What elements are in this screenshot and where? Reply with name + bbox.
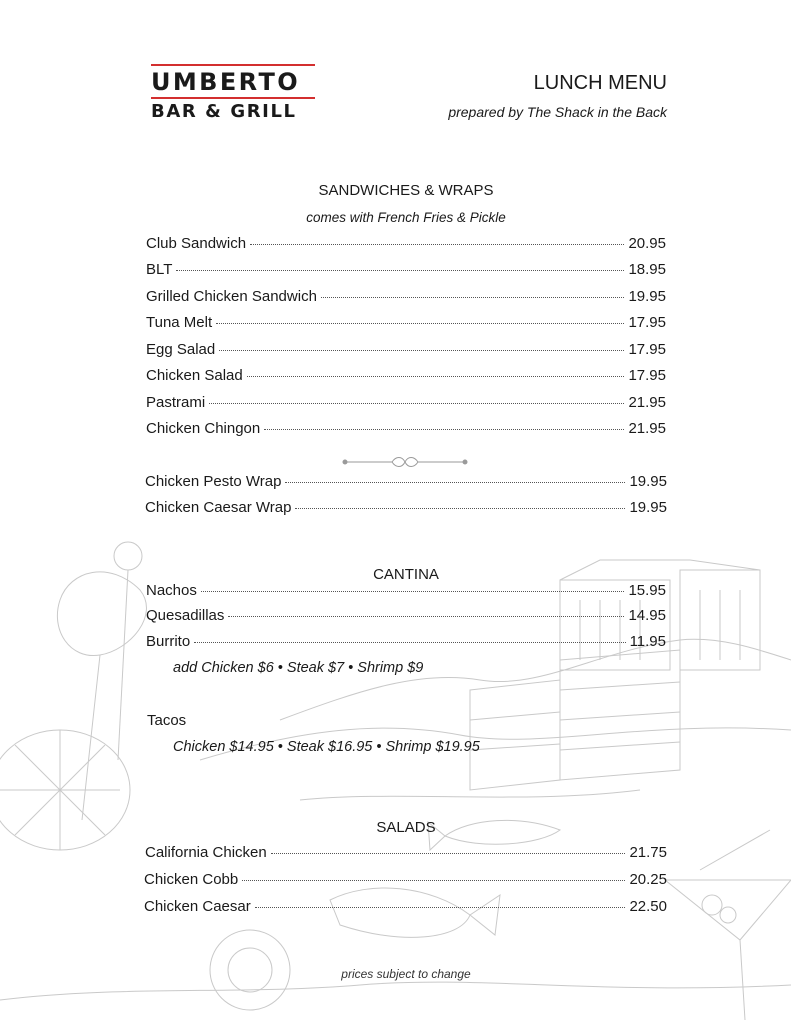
item-name: California Chicken [145, 844, 267, 861]
leader-dots [242, 880, 625, 881]
menu-subtitle: prepared by The Shack in the Back [448, 104, 667, 120]
item-name: Chicken Pesto Wrap [145, 473, 282, 490]
section-title-salads: SALADS [376, 819, 436, 836]
logo-top-rule [151, 64, 315, 66]
menu-item [145, 844, 667, 866]
leader-dots [285, 482, 625, 483]
menu-item [146, 367, 666, 389]
section-title-cantina: CANTINA [373, 566, 439, 583]
item-name: Burrito [146, 633, 191, 650]
menu-item [145, 473, 667, 495]
item-name: Club Sandwich [146, 235, 247, 252]
item-name: Grilled Chicken Sandwich [146, 288, 317, 305]
item-price: 17.95 [628, 367, 666, 384]
item-price: 21.95 [628, 420, 666, 437]
item-name: Quesadillas [146, 607, 225, 624]
item-name: Egg Salad [146, 341, 216, 358]
menu-item [146, 235, 666, 257]
menu-item [146, 582, 666, 604]
leader-dots [201, 591, 625, 592]
leader-dots [255, 907, 626, 908]
tacos-label: Tacos [147, 712, 187, 729]
restaurant-logo [151, 64, 315, 123]
item-name: BLT [146, 261, 173, 278]
menu-item [144, 898, 667, 920]
cantina-addons: add Chicken $6 • Steak $7 • Shrimp $9 [173, 660, 424, 676]
item-price: 11.95 [629, 633, 666, 650]
ornament-divider [342, 455, 468, 469]
item-price: 14.95 [628, 607, 666, 624]
leader-dots [271, 853, 626, 854]
menu-item [146, 420, 666, 442]
leader-dots [295, 508, 625, 509]
section-title-sandwiches: SANDWICHES & WRAPS [318, 182, 494, 199]
item-name: Chicken Salad [146, 367, 243, 384]
footer-note: prices subject to change [341, 967, 471, 981]
menu-item [146, 261, 666, 283]
item-name: Chicken Cobb [144, 871, 239, 888]
leader-dots [194, 642, 625, 643]
menu-item [146, 341, 666, 363]
item-price: 20.25 [629, 871, 667, 888]
leader-dots [176, 270, 624, 271]
menu-item [144, 871, 667, 893]
item-price: 15.95 [628, 582, 666, 599]
menu-title: LUNCH MENU [533, 72, 667, 94]
menu-item [146, 607, 666, 629]
item-price: 17.95 [628, 314, 666, 331]
logo-subtitle: BAR & GRILL [151, 101, 297, 122]
menu-item [146, 288, 666, 310]
item-price: 21.95 [628, 394, 666, 411]
item-name: Tuna Melt [146, 314, 213, 331]
logo-middle-rule [151, 97, 315, 99]
item-price: 18.95 [628, 261, 666, 278]
leader-dots [264, 429, 624, 430]
item-price: 17.95 [628, 341, 666, 358]
item-name: Chicken Caesar Wrap [145, 499, 292, 516]
item-price: 19.95 [629, 473, 667, 490]
leader-dots [216, 323, 624, 324]
section-note-sandwiches: comes with French Fries & Pickle [306, 210, 506, 225]
item-price: 22.50 [629, 898, 667, 915]
leader-dots [228, 616, 624, 617]
leader-dots [321, 297, 625, 298]
menu-item [146, 314, 666, 336]
menu-item [145, 499, 667, 521]
leader-dots [219, 350, 624, 351]
item-name: Chicken Caesar [144, 898, 251, 915]
leader-dots [250, 244, 624, 245]
item-price: 20.95 [628, 235, 666, 252]
item-price: 19.95 [629, 499, 667, 516]
tacos-options: Chicken $14.95 • Steak $16.95 • Shrimp $19.95 [173, 739, 480, 755]
item-name: Chicken Chingon [146, 420, 261, 437]
item-price: 21.75 [629, 844, 667, 861]
item-name: Pastrami [146, 394, 206, 411]
logo-name: UMBERTO [151, 68, 301, 96]
menu-item [146, 394, 666, 416]
item-price: 19.95 [628, 288, 666, 305]
menu-item [146, 633, 666, 655]
leader-dots [247, 376, 625, 377]
leader-dots [209, 403, 624, 404]
item-name: Nachos [146, 582, 197, 599]
